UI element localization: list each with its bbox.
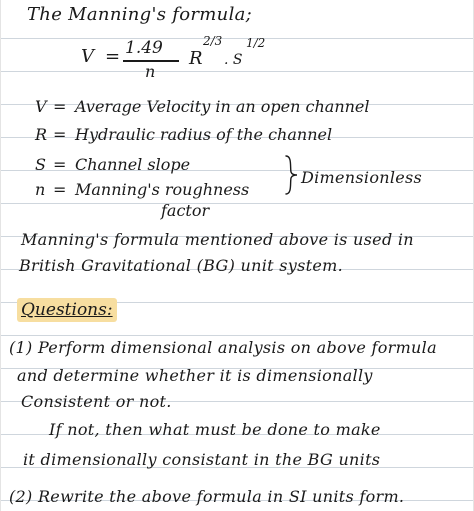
formula-equals: = <box>105 46 121 67</box>
definition-symbol: R <box>35 125 48 144</box>
definition-n <box>35 180 249 199</box>
mannings-formula <box>81 34 281 84</box>
dimensionless-note: Dimensionless <box>301 168 423 187</box>
heading: The Manning's formula; <box>27 4 253 25</box>
paragraph-line-2: British Gravitational (BG) unit system. <box>19 256 343 275</box>
question-1-line-1: (1) Perform dimensional analysis on above formula <box>9 338 437 357</box>
definition-equals: = <box>53 180 67 199</box>
question-1-line-5: it dimensionally consistant in the BG units <box>23 450 381 469</box>
paragraph-line-1: Manning's formula mentioned above is used in <box>21 230 414 249</box>
questions-label: Questions: <box>21 300 113 320</box>
definition-equals: = <box>53 125 67 144</box>
questions-highlight <box>17 298 117 322</box>
definition-text: Manning's roughness <box>75 180 250 199</box>
definition-s <box>35 155 190 174</box>
question-1-line-2: and determine whether it is dimensionally <box>17 366 373 385</box>
definition-r <box>35 125 332 144</box>
formula-lhs: V <box>81 46 94 67</box>
question-1-line-4: If not, then what must be done to make <box>49 420 381 439</box>
question-1-line-3: Consistent or not. <box>21 392 172 411</box>
formula-numerator: 1.49 <box>125 38 163 58</box>
formula-r-exponent: 2/3 <box>203 34 223 48</box>
definition-equals: = <box>53 155 67 174</box>
definition-symbol: S <box>35 155 46 174</box>
definition-symbol: n <box>35 180 46 199</box>
definition-n-continued: factor <box>161 201 210 220</box>
definition-text: Average Velocity in an open channel <box>75 97 370 116</box>
definition-v <box>35 97 370 116</box>
formula-r: R <box>189 48 203 69</box>
formula-denominator: n <box>145 62 156 81</box>
formula-s: . S <box>224 52 243 68</box>
definition-text: Hydraulic radius of the channel <box>75 125 333 144</box>
definition-equals: = <box>53 97 67 116</box>
definition-text: Channel slope <box>75 155 191 174</box>
formula-s-exponent: 1/2 <box>246 36 266 50</box>
question-2: (2) Rewrite the above formula in SI units form. <box>9 487 405 506</box>
definition-symbol: V <box>35 97 47 116</box>
curly-brace-icon <box>283 155 299 195</box>
